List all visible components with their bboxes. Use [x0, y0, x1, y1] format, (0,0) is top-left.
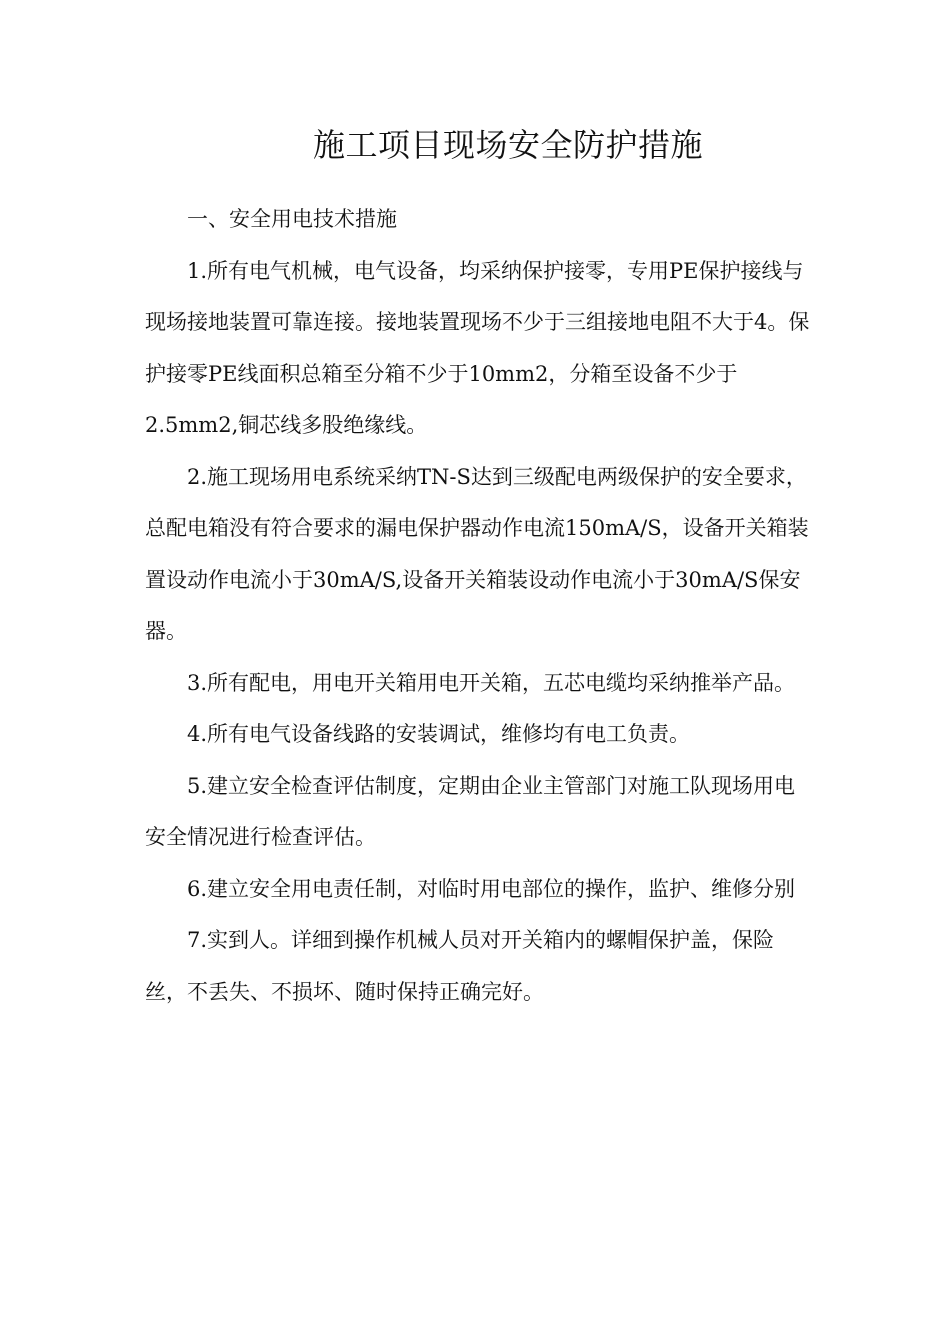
paragraph-5: 5.建立安全检查评估制度，定期由企业主管部门对施工队现场用电安全情况进行检查评估。	[145, 773, 796, 849]
paragraph-1: 1.所有电气机械，电气设备，均采纳保护接零，专用PE保护接线与现场接地装置可靠连接。接地装置现场不少于三组接地电阻不大于4。保护接零PE线面积总箱至分箱不少于10mm2，分箱至设备不少于2.5mm2,铜芯线多股绝缘线。	[145, 258, 810, 437]
document-body	[145, 194, 810, 1018]
paragraph-2: 2.施工现场用电系统采纳TN-S达到三级配电两级保护的安全要求，总配电箱没有符合要求的漏电保护器动作电流150mA/S，设备开关箱装置设动作电流小于30mA/S,设备开关箱装设动作电流小于30mA/S保安器。	[145, 464, 809, 643]
paragraph-3: 3.所有配电，用电开关箱用电开关箱，五芯电缆均采纳推举产品。	[187, 670, 796, 695]
document-title: 施工项目现场安全防护措施	[312, 126, 703, 164]
paragraph-7: 7.实到人。详细到操作机械人员对开关箱内的螺帽保护盖，保险丝，不丢失、不损坏、随时保持正确完好。	[145, 928, 775, 1004]
paragraph-6: 6.建立安全用电责任制，对临时用电部位的操作，监护、维修分别	[187, 876, 796, 901]
paragraph-4: 4.所有电气设备线路的安装调试，维修均有电工负责。	[187, 722, 691, 746]
section-heading: 一、安全用电技术措施	[187, 207, 397, 231]
